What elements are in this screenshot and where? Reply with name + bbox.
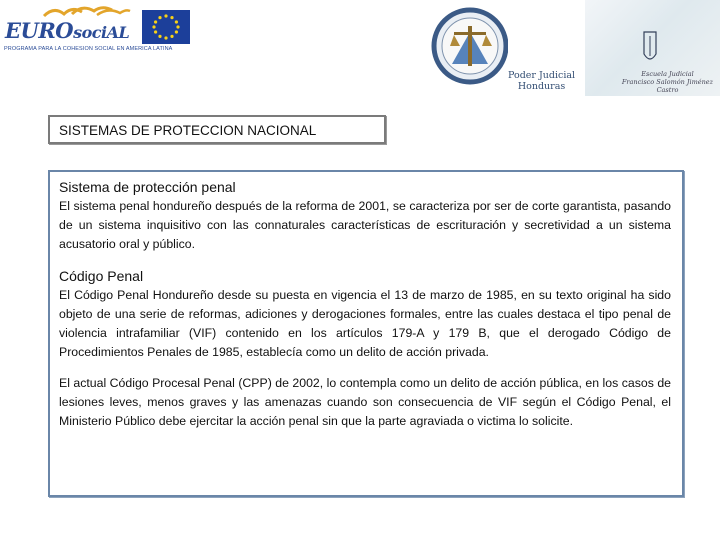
eurosocial-tagline: PROGRAMA PARA LA COHESION SOCIAL EN AMERICA LATINA bbox=[4, 46, 173, 52]
content-box bbox=[48, 170, 684, 497]
section-paragraph: El Código Penal Hondureño desde su puesta en vigencia el 13 de marzo de 1985, en su texto original ha sido objeto de una serie de reformas, adiciones y derogaciones formales, entre las cuales destaca el tipo penal de violencia intrafamiliar (VIF) contenido en los artículos 179-A y 179 B, que el derogado Código de Procedimientos Penales de 1985, establecía como un delito de acción privada. bbox=[59, 288, 671, 359]
escuela-judicial-caption: Escuela Judicial Francisco Salomón Jiménez Castro bbox=[621, 70, 714, 94]
section-paragraph: El actual Código Procesal Penal (CPP) de 2002, lo contempla como un delito de acción pública, en los casos de lesiones leves, menos graves y las amenazas cuando son consecuencia de VIF según el Código Penal, el Ministerio Público debe ejercitar la acción penal sin que la parte agraviada o victima lo solicite. bbox=[59, 376, 671, 428]
poder-judicial-seal-icon bbox=[428, 2, 508, 92]
eu-flag-icon bbox=[142, 10, 190, 44]
content-inner bbox=[59, 177, 671, 431]
section-heading: Sistema de protección penal bbox=[59, 179, 236, 195]
section-paragraph: El sistema penal hondureño después de la reforma de 2001, se caracteriza por ser de corte garantista, pasando de un sistema inquisitivo con las connaturales características de escrituración y secretividad a un sistema acusatorio oral y público. bbox=[59, 199, 671, 251]
eurosocial-logo bbox=[2, 2, 198, 58]
section-heading: Código Penal bbox=[59, 268, 144, 284]
slide-title-box bbox=[48, 115, 386, 144]
escuela-judicial-logo bbox=[585, 0, 720, 96]
slide-title: SISTEMAS DE PROTECCION NACIONAL bbox=[59, 123, 317, 138]
poder-judicial-name: Poder Judicial Honduras bbox=[508, 70, 576, 92]
shield-icon bbox=[641, 30, 659, 66]
eurosocial-wordmark: EUROsociAL bbox=[5, 18, 130, 43]
